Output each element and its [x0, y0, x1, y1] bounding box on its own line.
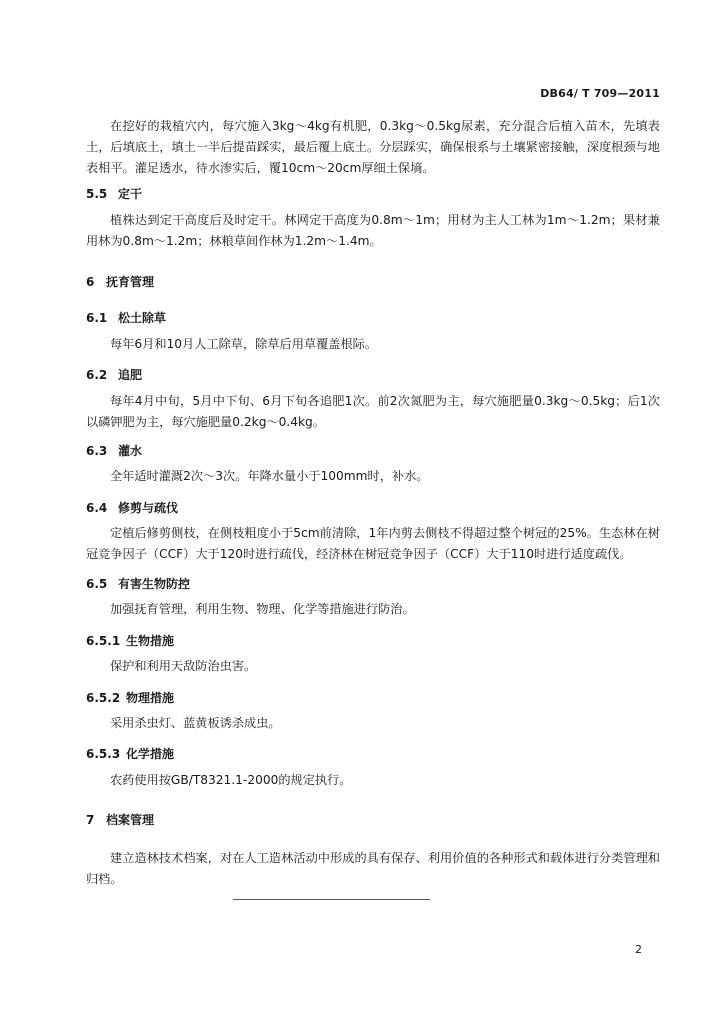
paragraph-text: 加强抚育管理，利用生物、物理、化学等措施进行防治。 [110, 602, 415, 616]
section-title: 档案管理 [106, 813, 155, 827]
section-heading-6-5-3 [86, 746, 660, 762]
paragraph-6-5-3 [86, 770, 660, 791]
paragraph-text: 每年4月中旬，5月中下旬、6月下旬各追肥1次。前2次氮肥为主，每穴施肥量0.3kg～0.5kg；后1次以磷钾肥为主，每穴施肥量0.2kg～0.4kg。 [86, 394, 660, 429]
paragraph-6-1 [86, 334, 660, 355]
paragraph-text: 采用杀虫灯、蓝黄板诱杀成虫。 [110, 716, 281, 730]
section-number: 5.5 [86, 187, 108, 201]
section-number: 6.5.1 [86, 634, 121, 648]
section-title: 抚育管理 [106, 275, 155, 289]
section-title: 定干 [118, 187, 143, 201]
paragraph-6-5-2 [86, 713, 660, 734]
paragraph-text: 每年6月和10月人工除草，除草后用草覆盖根际。 [110, 337, 378, 351]
section-title: 生物措施 [126, 634, 175, 648]
section-heading-7 [86, 812, 660, 828]
document-code: DB64/ T 709—2011 [540, 87, 660, 100]
section-number: 7 [86, 813, 95, 827]
section-heading-5-5 [86, 186, 660, 202]
section-number: 6.3 [86, 444, 108, 458]
paragraph-text: 定植后修剪侧枝，在侧枝粗度小于5cm前清除，1年内剪去侧枝不得超过整个树冠的25%。生态林在树冠竞争因子（CCF）大于120时进行疏伐，经济林在树冠竞争因子（CCF）大于110时进行适度疏伐。 [86, 526, 660, 561]
paragraph-6-4 [86, 523, 660, 565]
section-title: 灌水 [118, 444, 143, 458]
paragraph-6-5 [86, 599, 660, 620]
section-number: 6.5.3 [86, 747, 121, 761]
section-heading-6-4 [86, 500, 660, 516]
section-title: 化学措施 [126, 747, 175, 761]
paragraph-6-2 [86, 391, 660, 433]
page-number: 2 [635, 943, 642, 956]
section-heading-6-2 [86, 367, 660, 383]
section-title: 松土除草 [118, 311, 167, 325]
section-heading-6 [86, 274, 660, 290]
paragraph-6-3 [86, 466, 660, 487]
section-number: 6.4 [86, 501, 108, 515]
paragraph-text: 植株达到定干高度后及时定干。林网定干高度为0.8m～1m；用材为主人工林为1m～1.2m；果材兼用林为0.8m～1.2m；林粮草间作林为1.2m～1.4m。 [86, 213, 660, 248]
section-number: 6 [86, 275, 95, 289]
section-number: 6.5 [86, 577, 108, 591]
section-heading-6-3 [86, 443, 660, 459]
section-number: 6.2 [86, 368, 108, 382]
paragraph-text: 保护和利用天敌防治虫害。 [110, 659, 257, 673]
section-title: 追肥 [118, 368, 143, 382]
paragraph-5-5 [86, 210, 660, 252]
section-heading-6-5-1 [86, 633, 660, 649]
section-title: 有害生物防控 [118, 577, 191, 591]
section-heading-6-5-2 [86, 690, 660, 706]
section-number: 6.5.2 [86, 691, 121, 705]
paragraph-text: 建立造林技术档案，对在人工造林活动中形成的具有保存、利用价值的各种形式和载体进行分类管理和归档。 [86, 851, 660, 886]
section-heading-6-1 [86, 310, 660, 326]
section-title: 物理措施 [126, 691, 175, 705]
section-number: 6.1 [86, 311, 108, 325]
paragraph-text: 农药使用按GB/T8321.1-2000的规定执行。 [110, 773, 352, 787]
paragraph-planting [86, 116, 660, 179]
paragraph-text: 全年适时灌溉2次～3次。年降水量小于100mm时，补水。 [110, 469, 429, 483]
paragraph-text: 在挖好的栽植穴内，每穴施入3kg～4kg有机肥，0.3kg～0.5kg尿素，充分混合后植入苗木，先填表土，后填底土，填土一半后提苗踩实，最后覆上底土。分层踩实，确保根系与土壤紧密接触，深度根颈与地表相平。灌足透水，待水渗实后，覆10cm～20cm厚细土保墒。 [86, 119, 660, 175]
paragraph-7 [86, 848, 660, 890]
paragraph-6-5-1 [86, 656, 660, 677]
section-title: 修剪与疏伐 [118, 501, 179, 515]
section-heading-6-5 [86, 576, 660, 592]
end-rule [233, 899, 430, 900]
